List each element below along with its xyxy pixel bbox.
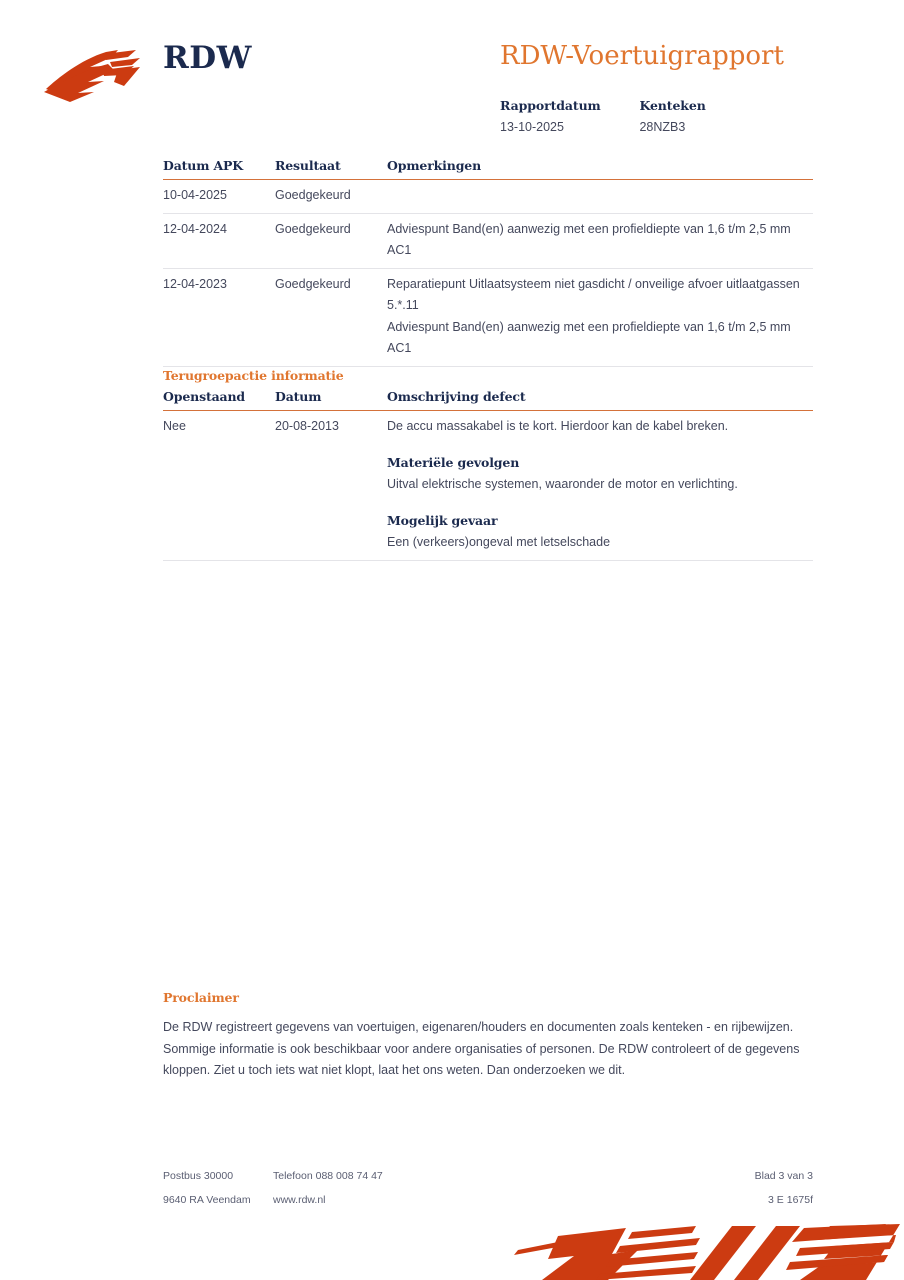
apk-date: 10-04-2025 (163, 180, 275, 214)
license-plate-label: Kenteken (639, 98, 706, 113)
license-plate-value: 28NZB3 (639, 120, 686, 134)
apk-history-section (163, 158, 813, 367)
apk-col-result: Resultaat (275, 158, 387, 180)
apk-result: Goedgekeurd (275, 213, 387, 268)
footer-page-indicator: Blad 3 van 3 (754, 1170, 813, 1182)
recall-open-value: Nee (163, 411, 275, 561)
apk-date: 12-04-2024 (163, 213, 275, 268)
possible-danger-text: Een (verkeers)ongeval met letselschade (387, 535, 611, 549)
rdw-corner-stripes-graphic (500, 1224, 904, 1280)
apk-col-date: Datum APK (163, 158, 275, 180)
recall-section-title: Terugroepactie informatie (163, 368, 344, 383)
report-date-value: 13-10-2025 (500, 120, 564, 134)
footer-website[interactable]: www.rdw.nl (273, 1194, 326, 1206)
recall-table-header-row (163, 389, 813, 411)
apk-remarks: Adviespunt Band(en) aanwezig met een profieldiepte van 1,6 t/m 2,5 mm AC1 (387, 213, 813, 268)
recall-col-description: Omschrijving defect (387, 389, 813, 411)
apk-remarks: Reparatiepunt Uitlaatsysteem niet gasdicht / onveilige afvoer uitlaatgassen 5.*.11 Adviespunt Band(en) aanwezig met een profieldiepte van 1,6 t/m 2,5 mm AC1 (387, 268, 813, 366)
apk-result: Goedgekeurd (275, 268, 387, 366)
table-row (163, 268, 813, 366)
rdw-wordmark: RDW (163, 40, 252, 76)
proclaimer-section (163, 990, 815, 1082)
material-consequences-text: Uitval elektrische systemen, waaronder de motor en verlichting. (387, 477, 738, 491)
apk-col-remarks: Opmerkingen (387, 158, 813, 180)
footer-form-code: 3 E 1675f (768, 1194, 813, 1206)
footer-po-box: Postbus 30000 (163, 1170, 234, 1182)
proclaimer-text: De RDW registreert gegevens van voertuigen, eigenaren/houders en documenten zoals kenteken - en rijbewijzen. Sommige informatie is ook beschikbaar voor andere organisaties of personen. De RDW controleert of de gegevens kloppen. Ziet u toch iets wat niet klopt, laat het ons weten. Dan onderzoeken we dit. (163, 1020, 800, 1077)
proclaimer-title: Proclaimer (163, 990, 239, 1005)
apk-date: 12-04-2023 (163, 268, 275, 366)
rdw-feather-logo-icon (44, 48, 162, 106)
license-plate-block (639, 98, 705, 134)
apk-history-table (163, 158, 813, 367)
apk-table-header-row (163, 158, 813, 180)
possible-danger-heading: Mogelijk gevaar (387, 512, 498, 528)
recall-col-open: Openstaand (163, 389, 275, 411)
footer-row-2 (163, 1194, 813, 1218)
apk-remarks (387, 180, 813, 214)
document-header (0, 0, 904, 150)
recall-description-text: De accu massakabel is te kort. Hierdoor kan de kabel breken. (387, 419, 729, 433)
table-row (163, 411, 813, 561)
report-date-label: Rapportdatum (500, 98, 601, 113)
header-meta (500, 98, 706, 134)
recall-date-value: 20-08-2013 (275, 411, 387, 561)
recall-description-cell (387, 411, 813, 561)
document-footer (163, 1170, 813, 1218)
recall-table (163, 389, 813, 561)
table-row (163, 180, 813, 214)
footer-phone: Telefoon 088 008 74 47 (273, 1170, 383, 1182)
table-row (163, 213, 813, 268)
report-date-block (500, 98, 635, 134)
footer-row-1 (163, 1170, 813, 1194)
footer-city: 9640 RA Veendam (163, 1194, 251, 1206)
document-title: RDW-Voertuigrapport (500, 41, 784, 71)
material-consequences-heading: Materiële gevolgen (387, 454, 520, 470)
apk-result: Goedgekeurd (275, 180, 387, 214)
recall-section (163, 368, 813, 561)
recall-col-date: Datum (275, 389, 387, 411)
